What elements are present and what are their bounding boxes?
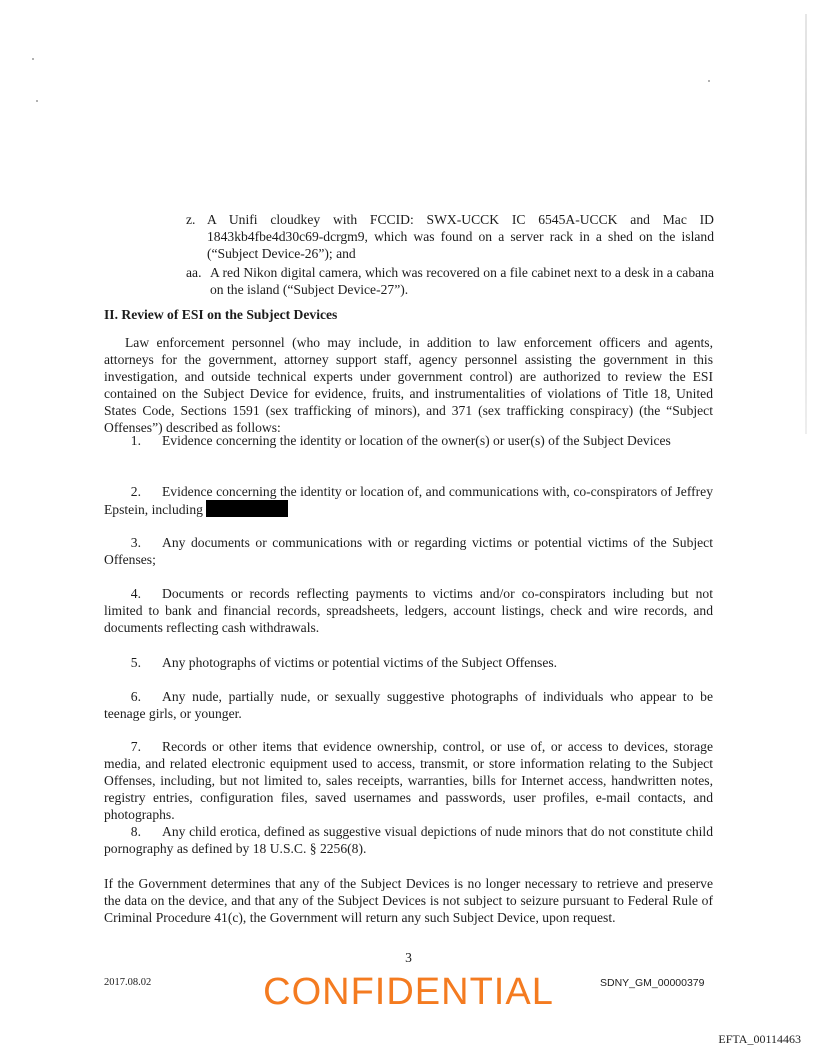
numbered-item-5 [104,654,713,671]
numbered-item-1 [104,432,713,449]
item-number: 5. [130,655,141,670]
numbered-item-4 [104,585,713,636]
item-text: Documents or records reflecting payments to victims and/or co-conspirators including but not limited to bank and financial records, spreadsheets, ledgers, account listings, check and wire records, and documents reflecting cash withdrawals. [104,586,713,635]
item-number: 3. [130,535,141,550]
item-text: Any child erotica, defined as suggestive visual depictions of nude minors that do not constitute child pornography as defined by 18 U.S.C. § 2256(8). [104,824,713,856]
item-number: 8. [130,824,141,839]
closing-paragraph: If the Government determines that any of the Subject Devices is no longer necessary to retrieve and preserve the data on the device, and that any of the Subject Devices is not subject to seizure pursuant to Federal Rule of Criminal Procedure 41(c), the Government will return any such Subject Device, upon request. [104,876,713,925]
scan-edge-shadow [805,14,807,434]
item-text: Any nude, partially nude, or sexually suggestive photographs of individuals who appear to be teenage girls, or younger. [104,689,713,721]
item-number: 7. [130,739,141,754]
bates-number: SDNY_GM_00000379 [600,977,705,989]
item-text: Evidence concerning the identity or location of, and communications with, co-conspirators of Jeffrey Epstein, including [104,484,713,517]
list-item-text: A Unifi cloudkey with FCCID: SWX-UCCK IC 6545A-UCCK and Mac ID 1843kb4fbe4d30c69-dcrgm9, which was found on a server rack in a shed on the island (“Subject Device-26”); and [207,212,714,261]
efta-id: EFTA_00114463 [718,1032,801,1046]
item-text: Evidence concerning the identity or location of the owner(s) or user(s) of the Subject Devices [162,433,671,448]
item-text: Any documents or communications with or regarding victims or potential victims of the Subject Offenses; [104,535,713,567]
list-item-aa [186,264,714,298]
numbered-item-7 [104,738,713,823]
numbered-item-3 [104,534,713,568]
date-code: 2017.08.02 [104,977,152,988]
list-marker: z. [186,212,196,227]
list-marker: aa. [186,265,202,280]
scan-speck [708,80,710,82]
page-number: 3 [405,950,412,965]
item-text: Records or other items that evidence ownership, control, or use of, or access to devices, storage media, and related electronic equipment used to access, transmit, or store information relating to the Subject Offenses, including, but not limited to, sales receipts, warranties, bills for Internet access, handwritten notes, registry entries, configuration files, saved usernames and passwords, user profiles, e-mail contacts, and photographs. [104,739,713,822]
scan-speck [32,58,34,60]
numbered-item-8 [104,823,713,857]
numbered-item-6 [104,688,713,722]
intro-paragraph: Law enforcement personnel (who may include, in addition to law enforcement officers and agents, attorneys for the government, attorney support staff, agency personnel assisting the government in this investigation, and outside technical experts under government control) are authorized to review the ESI contained on the Subject Device for evidence, fruits, and instrumentalities of violations of Title 18, United States Code, Sections 1591 (sex trafficking of minors), and 371 (sex trafficking conspiracy) (the “Subject Offenses”) described as follows: [104,335,713,435]
list-item-text: A red Nikon digital camera, which was recovered on a file cabinet next to a desk in a cabana on the island (“Subject Device-27”). [210,265,714,297]
scan-speck [36,100,38,102]
item-text: Any photographs of victims or potential victims of the Subject Offenses. [162,655,558,670]
list-item-z [186,211,714,262]
section-heading: II. Review of ESI on the Subject Devices [104,307,338,322]
redaction-box [206,500,288,517]
item-number: 1. [130,433,141,448]
item-number: 2. [130,484,141,499]
numbered-item-2 [104,483,713,518]
item-number: 6. [130,689,141,704]
confidential-stamp: CONFIDENTIAL [263,971,554,1013]
item-number: 4. [130,586,141,601]
